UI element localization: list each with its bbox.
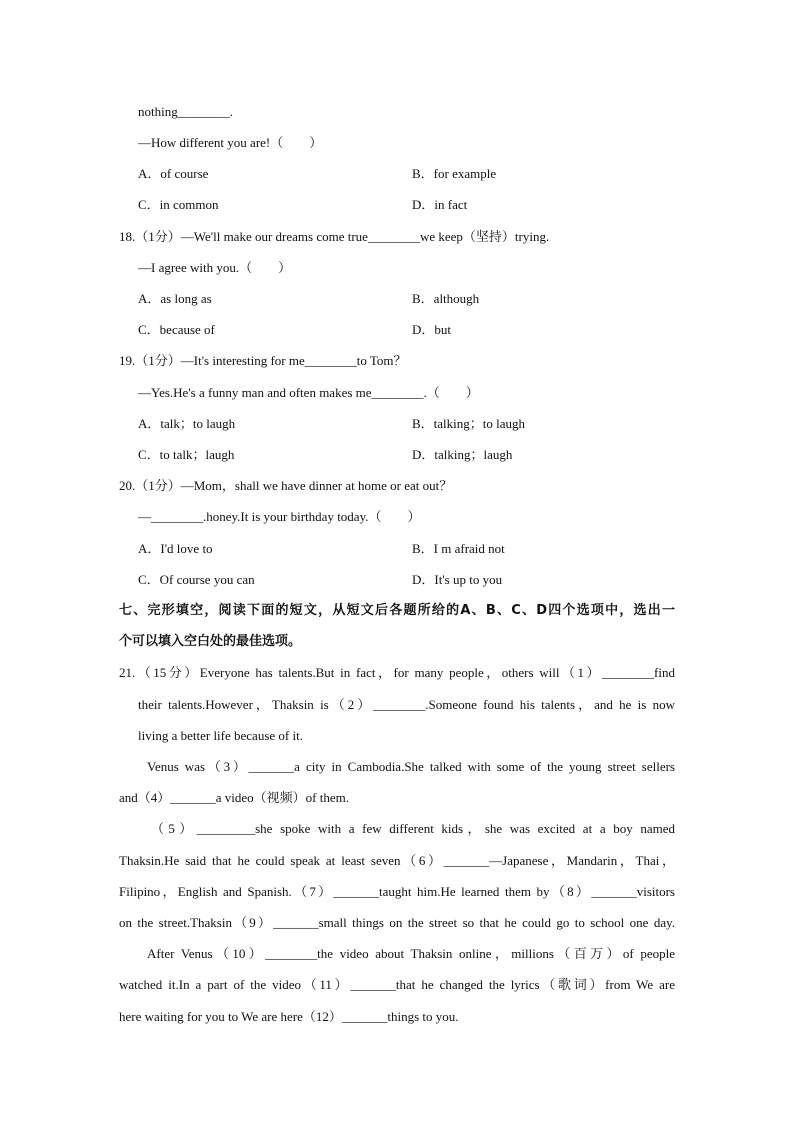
q19-option-b: B．talking；to laugh — [412, 416, 526, 431]
passage-line: 21.（15分）Everyone has talents.But in fact，for many people，others will（1）________find — [119, 665, 675, 680]
q20-option-a: A．I'd love to — [138, 541, 213, 556]
q20-option-c: C．Of course you can — [138, 572, 255, 587]
q18-stem: 18.（1分）—We'll make our dreams come true________we keep（坚持）trying. — [119, 229, 550, 244]
q19-option-c: C．to talk；laugh — [138, 447, 235, 462]
q17-stem-end: nothing________. — [138, 104, 233, 119]
q18-option-a: A．as long as — [138, 291, 212, 306]
passage-line: their talents.However，Thaksin is（2）________.Someone found his talents，and he is now — [138, 697, 675, 712]
passage-line: watched it.In a part of the video（11）_______that he changed the lyrics（歌词）from We are — [119, 977, 675, 992]
q18-reply: —I agree with you.（ ） — [138, 260, 292, 275]
q20-stem: 20.（1分）—Mom，shall we have dinner at home or eat out？ — [119, 478, 453, 493]
q17-reply: —How different you are!（ ） — [138, 135, 323, 150]
q17-option-b: B．for example — [412, 166, 497, 181]
passage-line: （5）_________she spoke with a few different kids，she was excited at a boy named — [151, 821, 675, 836]
passage-line: Filipino，English and Spanish.（7）_______taught him.He learned them by（8）_______visitors — [119, 884, 675, 899]
q20-option-d: D．It's up to you — [412, 572, 503, 587]
passage-line: here waiting for you to We are here（12）_______things to you. — [119, 1009, 459, 1024]
passage-line: on the street.Thaksin（9）_______small things on the street so that he could go to school one day. — [119, 915, 675, 930]
section-heading-line2: 个可以填入空白处的最佳选项。 — [119, 634, 302, 649]
q17-option-c: C．in common — [138, 197, 219, 212]
q19-stem: 19.（1分）—It's interesting for me________to Tom？ — [119, 353, 407, 368]
q19-option-a: A．talk；to laugh — [138, 416, 236, 431]
q19-reply: —Yes.He's a funny man and often makes me________.（ ） — [138, 385, 479, 400]
section-heading-line1: 七、完形填空，阅读下面的短文，从短文后各题所给的A、B、C、D四个选项中，选出一 — [119, 603, 675, 618]
q19-option-d: D．talking；laugh — [412, 447, 513, 462]
passage-line: Thaksin.He said that he could speak at least seven（6）_______—Japanese，Mandarin，Thai， — [119, 853, 675, 868]
passage-line: and（4）_______a video（视频）of them. — [119, 790, 349, 805]
q18-option-d: D．but — [412, 322, 452, 337]
passage-line: After Venus（10）________the video about Thaksin online，millions（百万）of people — [147, 946, 675, 961]
q17-option-d: D．in fact — [412, 197, 468, 212]
q20-option-b: B．I m afraid not — [412, 541, 505, 556]
q18-option-c: C．because of — [138, 322, 215, 337]
q20-reply: —________.honey.It is your birthday today.（ ） — [138, 509, 421, 524]
passage-line: Venus was（3）_______a city in Cambodia.She talked with some of the young street sellers — [147, 759, 675, 774]
passage-line: living a better life because of it. — [138, 728, 303, 743]
q17-option-a: A．of course — [138, 166, 209, 181]
q18-option-b: B．although — [412, 291, 480, 306]
